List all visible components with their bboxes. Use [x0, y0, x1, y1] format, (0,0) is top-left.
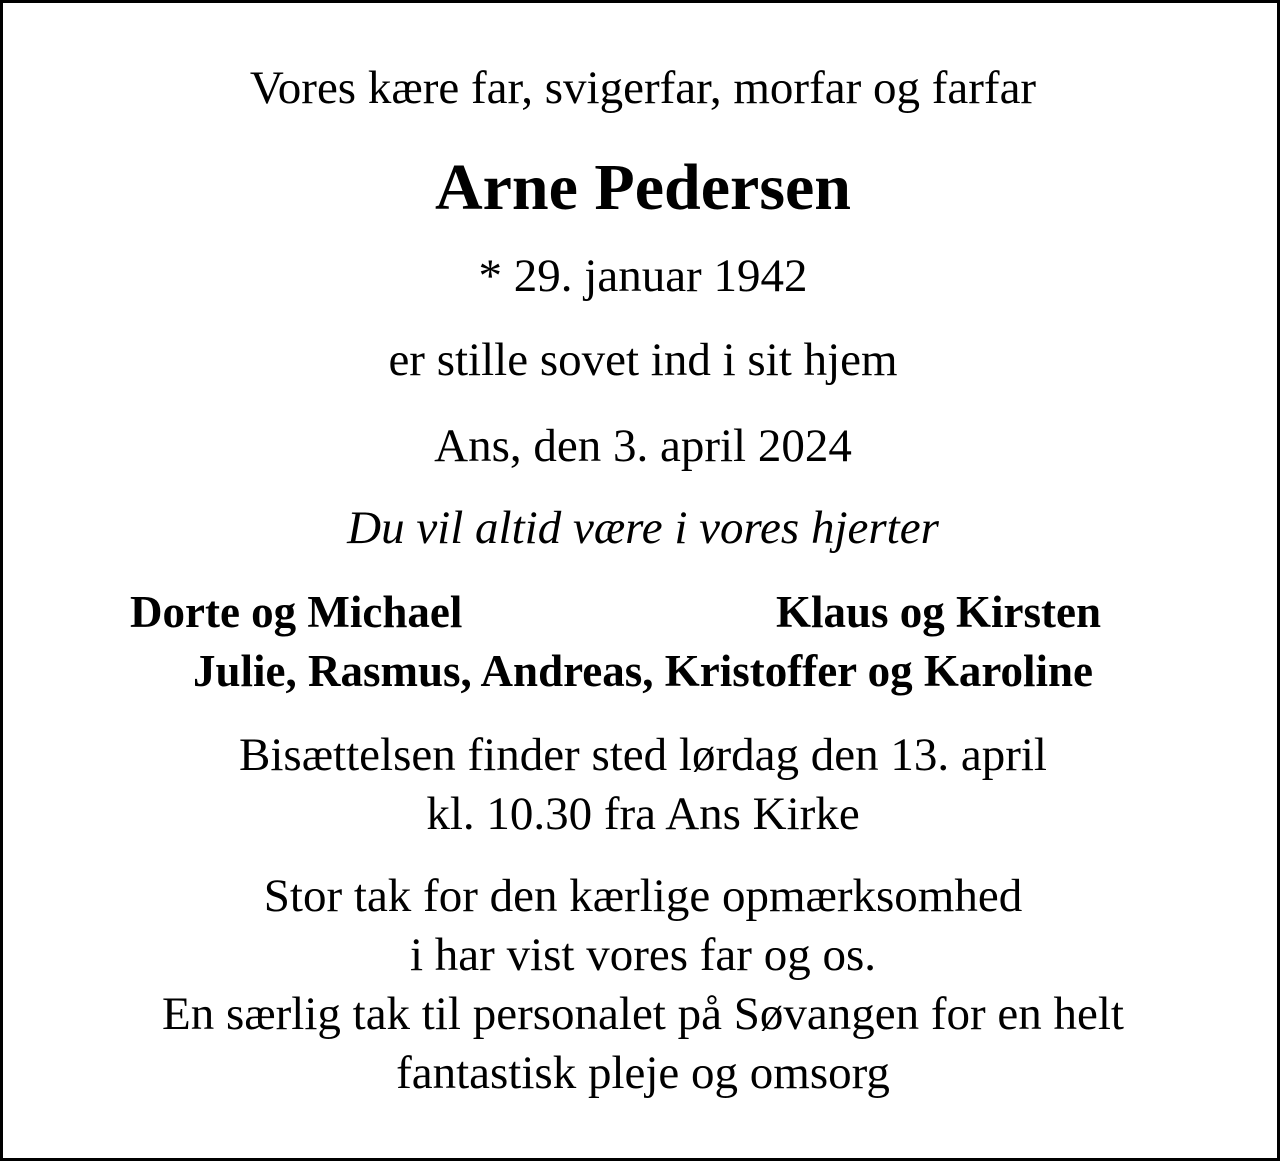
- funeral-info-line-1: Bisættelsen finder sted lørdag den 13. april: [239, 729, 1047, 781]
- birth-date: * 29. januar 1942: [478, 250, 808, 302]
- family-right-names: Klaus og Kirsten: [776, 587, 1102, 637]
- funeral-info-line-2: kl. 10.30 fra Ans Kirke: [426, 788, 860, 840]
- passing-text: er stille sovet ind i sit hjem: [388, 334, 898, 386]
- thanks-line-2: i har vist vores far og os.: [410, 929, 876, 981]
- intro-text: Vores kære far, svigerfar, morfar og farfar: [249, 62, 1037, 114]
- thanks-line-1: Stor tak for den kærlige opmærksomhed: [263, 870, 1023, 922]
- grandchildren-names: Julie, Rasmus, Andreas, Kristoffer og Karoline: [193, 646, 1093, 696]
- motto-text: Du vil altid være i vores hjerter: [347, 502, 939, 554]
- deceased-name: Arne Pedersen: [434, 151, 852, 224]
- family-left-names: Dorte og Michael: [130, 587, 463, 637]
- place-and-date: Ans, den 3. april 2024: [434, 420, 852, 472]
- thanks-line-3: En særlig tak til personalet på Søvangen for en helt: [162, 988, 1124, 1040]
- thanks-line-4: fantastisk pleje og omsorg: [396, 1047, 890, 1099]
